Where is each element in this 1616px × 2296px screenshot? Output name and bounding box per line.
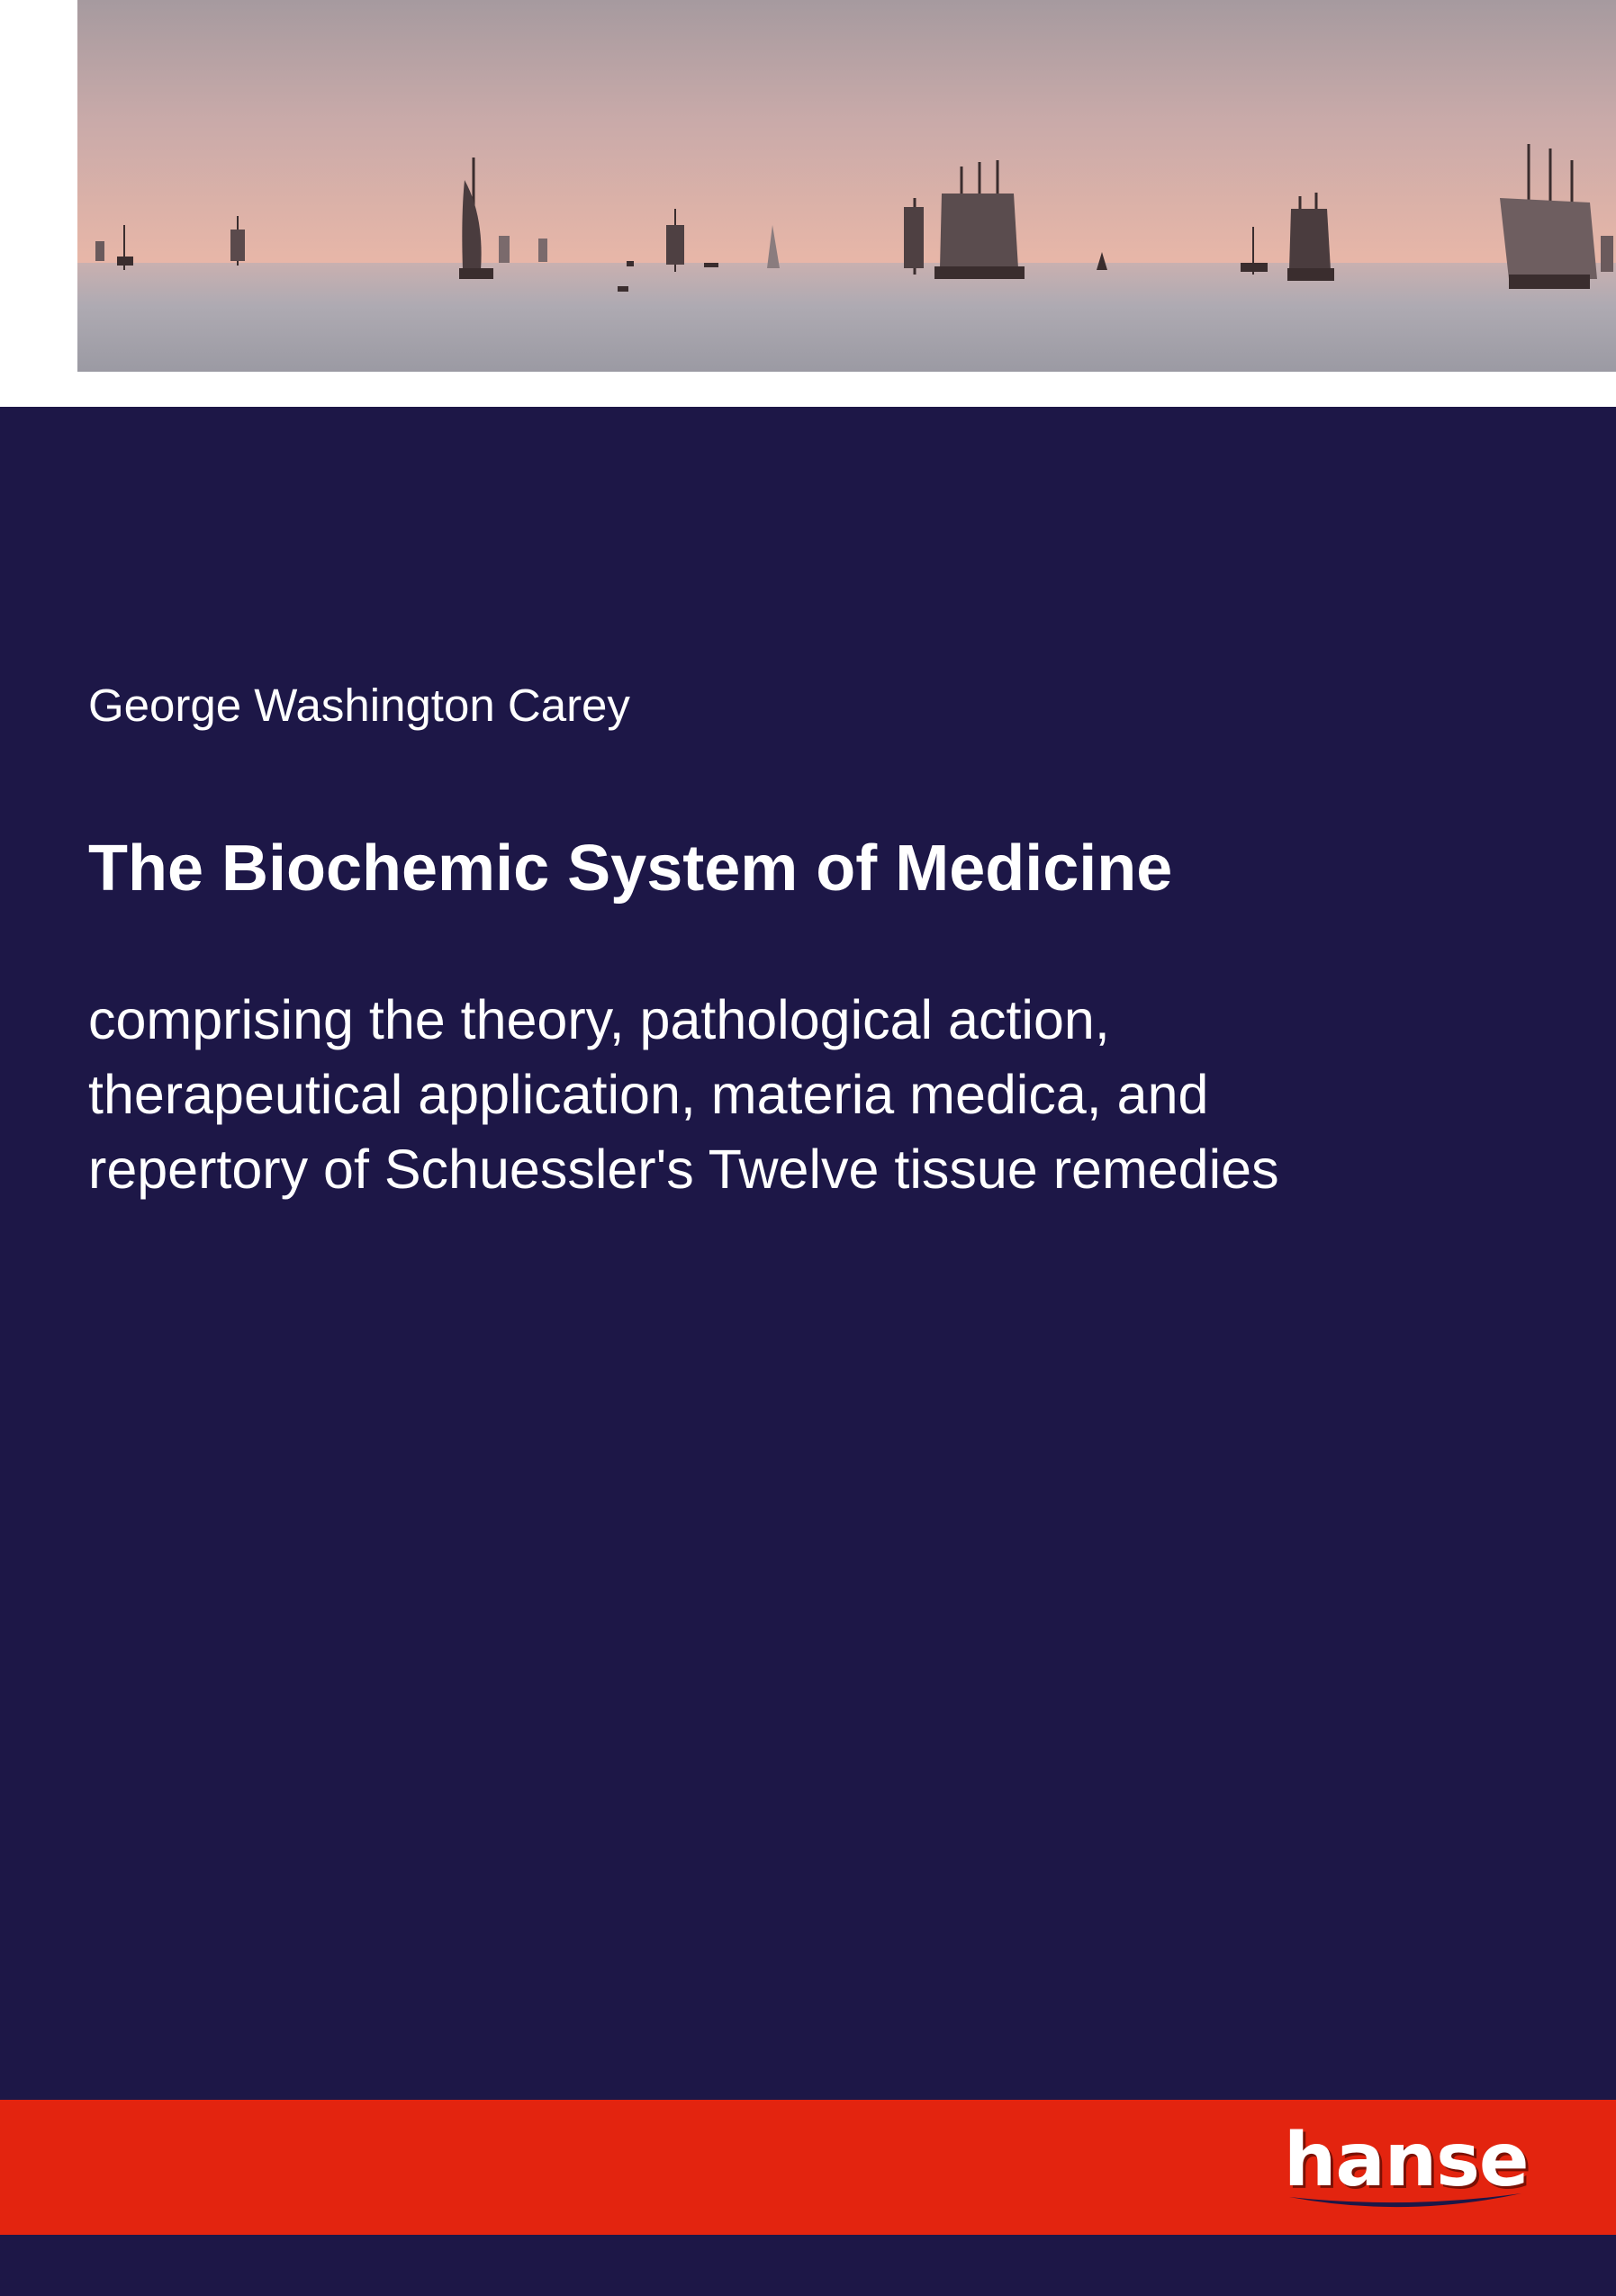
book-title: The Biochemic System of Medicine	[88, 833, 1173, 905]
book-subtitle	[88, 983, 1547, 1207]
subtitle-line: therapeutical application, materia medica, and	[88, 1064, 1209, 1125]
publisher-name: hanse	[1284, 2118, 1529, 2203]
author-name: George Washington Carey	[88, 680, 630, 731]
logo-swoosh-icon	[1284, 2188, 1527, 2215]
publisher-logo	[1284, 2118, 1527, 2217]
subtitle-line: comprising the theory, pathological action,	[88, 989, 1110, 1050]
subtitle-line: repertory of Schuessler's Twelve tissue remedies	[88, 1139, 1279, 1200]
cover-photo	[77, 0, 1616, 372]
